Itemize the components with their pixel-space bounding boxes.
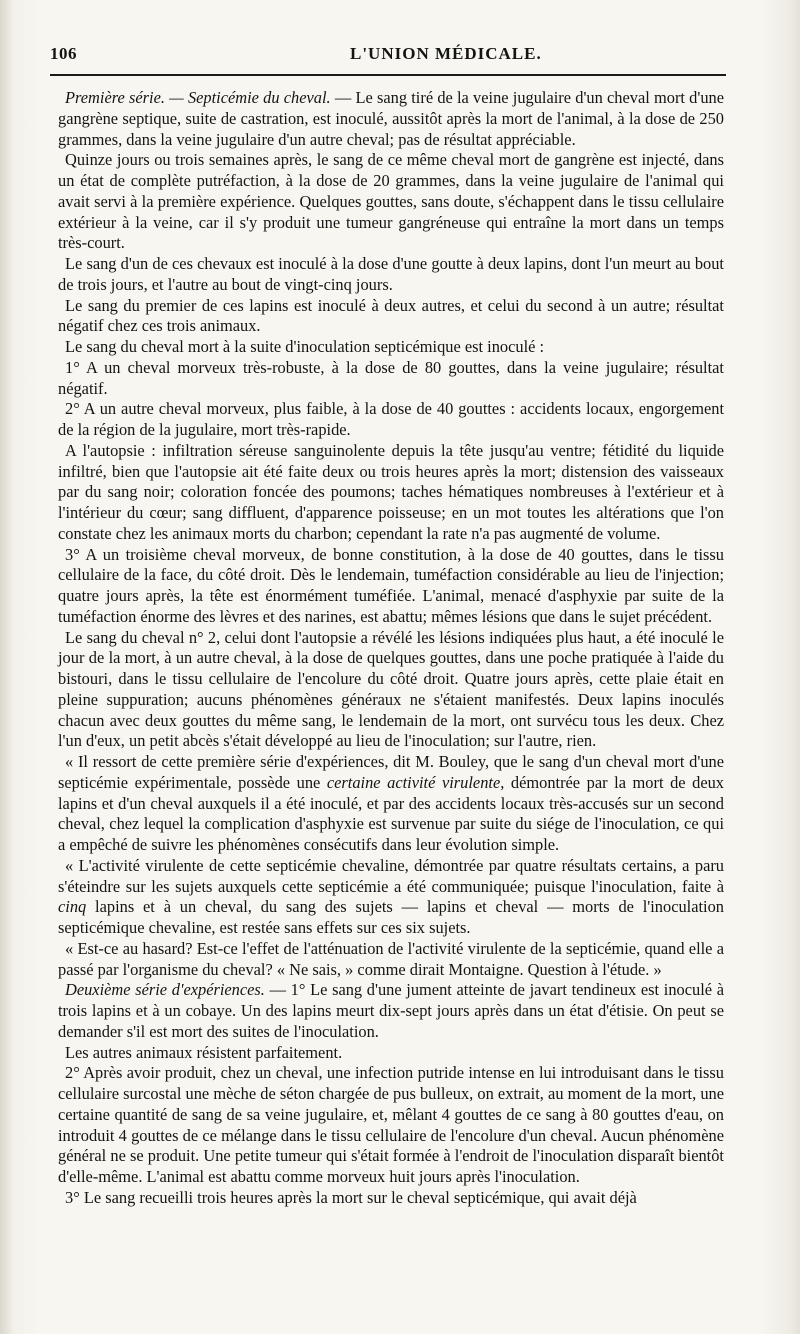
paragraph: Les autres animaux résistent parfaitement.: [65, 1042, 343, 1062]
paragraph: Le sang du cheval n° 2, celui dont l'autopsie a révélé les lésions indiquées plus haut, a été inoculé le jour de la mort, à un autre cheval, à la dose de quelques gouttes, dans une poche pratiquée à l'aide du bistouri, dans le tissu cellulaire de l'encolure du côté droit. Quatre jours après, cette plaie était en pleine suppuration; aucuns phénomènes généraux ne s'étaient manifestés. Deux lapins inoculés chacun avec deux gouttes du même sang, le lendemain de la mort, ont survécu tous les deux. Chez l'un d'eux, un petit abcès s'était développé au lieu de l'inoculation; sur l'autre, rien.: [58, 627, 724, 751]
paragraph: « L'activité virulente de cette septicémie chevaline, démontrée par quatre résultats certains, a paru s'éteindre sur les sujets auxquels cette septicémie a été communiquée; puisque l'inoculation, faite à cinq lapins et à un cheval, du sang des sujets — lapins et cheval — morts de l'inoculation septicémique chevaline, est restée sans effets sur ces six sujets.: [58, 855, 724, 937]
paragraph-premiere-serie: [58, 88, 724, 150]
paragraph: Quinze jours ou trois semaines après, le sang de ce même cheval mort de gangrène est injecté, dans un état de complète putréfaction, à la dose de 20 grammes, dans la veine jugulaire de l'animal qui avait servi à la première expérience. Quelques gouttes, sans doute, s'échappent dans le tissu cellulaire extérieur à la veine, car il s'y produit une tumeur gangréneuse qui entraîne la mort dans un temps très-court.: [58, 150, 724, 253]
series-heading: Première série. — Septicémie du cheval.: [65, 88, 331, 107]
running-title: L'UNION MÉDICALE.: [350, 44, 542, 63]
paragraph-bouley-quote: « Il ressort de cette première série d'expériences, dit M. Bouley, que le sang d'un cheval mort d'une septicémie expérimentale, possède une certaine activité virulente, démontrée par la mort de deux lapins et d'un cheval auxquels il a été inoculé, et par des accidents locaux très-accusés sur un second cheval, chez lequel la complication d'asphyxie est survenue par suite du siége de l'inoculation, ce qui a empêché de suivre les phénomènes consécutifs dans leur évolution simple.: [58, 752, 724, 854]
italic-phrase: certaine activité virulente,: [326, 772, 505, 792]
paragraph: 2° Après avoir produit, chez un cheval, une infection putride intense en lui introduisant dans le tissu cellulaire surcostal une mèche de séton chargée de pus bulleux, on extrait, au moment de la mort, une certaine quantité de sang de sa veine jugulaire, et, mêlant 4 gouttes de ce sang à 80 gouttes d'eau, on introduit 4 gouttes de ce mélange dans le tissu cellulaire de l'encolure d'un cheval. Aucun phénomène général ne se produit. Une petite tumeur qui s'était formée à l'endroit de l'inoculation disparaît bientôt d'elle-même. L'animal est abattu comme morveux huit jours après l'inoculation.: [58, 1063, 724, 1186]
page-header: [50, 44, 726, 70]
paragraph: 2° A un autre cheval morveux, plus faible, à la dose de 40 gouttes : accidents locaux, engorgement de la région de la jugulaire, mort très-rapide.: [58, 399, 724, 439]
paragraph: Le sang du premier de ces lapins est inoculé à deux autres, et celui du second à un autre; résultat négatif chez ces trois animaux.: [58, 295, 724, 336]
header-rule: [50, 74, 726, 76]
paragraph: Le sang du cheval mort à la suite d'inoculation septicémique est inoculé :: [65, 337, 545, 356]
paragraph-text: — Le sang tiré de la veine jugulaire d'un cheval mort d'une gangrène septique, suite de castration, est inoculé, aussitôt après la mort de l'animal, à la dose de 250 grammes, dans la veine jugulaire d'un autre cheval; pas de résultat appréciable.: [58, 88, 724, 149]
italic-phrase: cinq: [58, 897, 87, 917]
body-text: [58, 88, 724, 1209]
paragraph: 3° A un troisième cheval morveux, de bonne constitution, à la dose de 40 gouttes, dans le tissu cellulaire de la face, du côté droit. Dès le lendemain, tuméfaction considérable au lieu de l'injection; quatre jours après, la tête est énormément tuméfiée. L'animal, menacé d'asphyxie par suite de la tuméfaction énorme des lèvres et des narines, est abattu; mêmes lésions que dans le sujet précédent.: [58, 544, 724, 626]
series-heading: Deuxième série d'expériences.: [65, 980, 265, 1000]
paragraph-text: Le sang d'une jument atteinte de javart tendineux est inoculé à trois lapins et à un cobaye. Un des lapins meurt dix-sept jours après dans un état d'étisie. On peut se demander s'il est mort des suites de l'inoculation.: [58, 980, 724, 1041]
paragraph: A l'autopsie : infiltration séreuse sanguinolente depuis la tête jusqu'au ventre; fétidité du liquide infiltré, bien que l'autopsie ait été faite deux ou trois heures après la mort; distension des vaisseaux par du sang noir; coloration foncée des poumons; taches hématiques nombreuses à l'extérieur et à l'intérieur du cœur; sang diffluent, d'apparence poisseuse; en un mot toutes les altérations que l'on constate chez les animaux morts du charbon; cependant la rate n'a pas augmenté de volume.: [58, 440, 724, 543]
paragraph-continued: 3° Le sang recueilli trois heures après la mort sur le cheval septicémique, qui avait déjà: [65, 1187, 637, 1207]
paragraph: « Est-ce au hasard? Est-ce l'effet de l'atténuation de l'activité virulente de la septicémie, quand elle a passé par l'organisme du cheval? « Ne sais, » comme dirait Montaigne. Question à l'étude. »: [58, 938, 724, 979]
paragraph: 1° A un cheval morveux très-robuste, à la dose de 80 gouttes, dans la veine jugulaire; résultat négatif.: [58, 357, 724, 398]
paragraph: Le sang d'un de ces chevaux est inoculé à la dose d'une goutte à deux lapins, dont l'un meurt au bout de trois jours, et l'autre au bout de vingt-cinq jours.: [58, 254, 724, 294]
page-number: 106: [50, 44, 77, 63]
paragraph-prefix: — 1°: [264, 980, 311, 1000]
paragraph-deuxieme-serie: [58, 980, 724, 1042]
